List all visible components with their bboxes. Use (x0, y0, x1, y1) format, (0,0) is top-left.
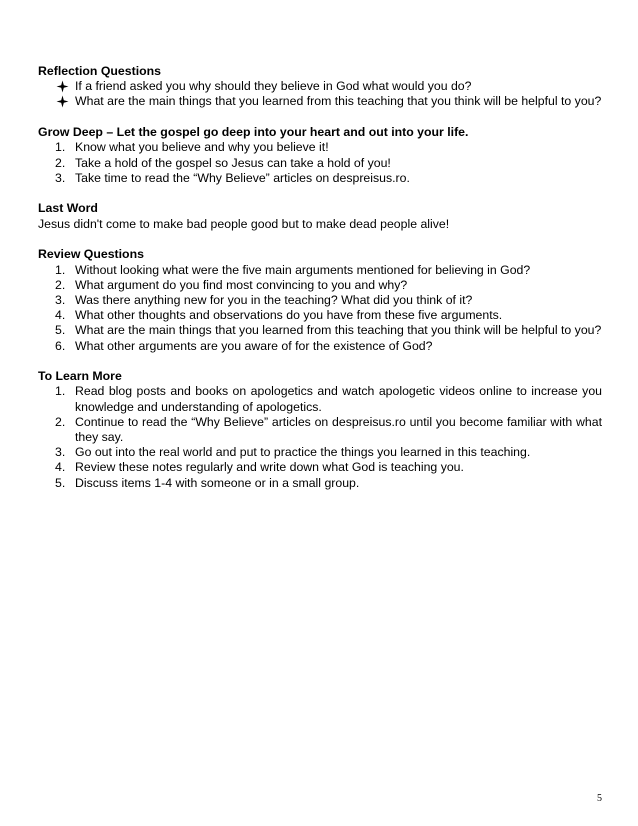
list-number: 4. (55, 460, 66, 475)
list-number: 3. (55, 445, 66, 460)
grow-deep-list (38, 140, 602, 186)
list-number: 1. (55, 140, 66, 155)
list-number: 1. (55, 262, 66, 277)
list-item-text: Was there anything new for you in the teaching? What did you think of it? (75, 292, 473, 307)
list-item (38, 278, 602, 293)
last-word-text: Jesus didn't come to make bad people good but to make dead people alive! (38, 216, 450, 231)
list-number: 2. (55, 414, 66, 429)
list-item-text: What are the main things that you learned from this teaching that you think will be helpful to you? (75, 94, 602, 109)
list-number: 5. (55, 323, 66, 338)
diamond-bullet-icon (56, 94, 69, 109)
review-section (38, 247, 602, 353)
list-item (38, 171, 602, 186)
list-item (38, 384, 602, 414)
list-item-text: Without looking what were the five main arguments mentioned for believing in God? (75, 262, 531, 277)
list-item-text: If a friend asked you why should they believe in God what would you do? (75, 79, 472, 94)
list-item-text: Take a hold of the gospel so Jesus can take a hold of you! (75, 155, 391, 170)
list-item (38, 339, 602, 354)
list-item-text: What argument do you find most convincing to you and why? (75, 277, 408, 292)
list-item-text: What other arguments are you aware of for the existence of God? (75, 338, 433, 353)
list-item-text: Continue to read the “Why Believe” articles on despreisus.ro until you become familiar with what they say. (75, 414, 602, 445)
list-number: 3. (55, 170, 66, 185)
list-item-text: Know what you believe and why you believe it! (75, 140, 329, 155)
list-number: 5. (55, 475, 66, 490)
list-number: 6. (55, 338, 66, 353)
learn-more-section (38, 369, 602, 491)
list-item (38, 323, 602, 338)
list-item-text: Take time to read the “Why Believe” articles on despreisus.ro. (75, 170, 410, 185)
last-word-section (38, 201, 602, 231)
list-number: 2. (55, 155, 66, 170)
list-item (38, 308, 602, 323)
list-item (38, 460, 602, 475)
list-number: 3. (55, 292, 66, 307)
last-word-heading: Last Word (38, 201, 98, 216)
list-item-text: Review these notes regularly and write down what God is teaching you. (75, 460, 464, 475)
list-item-text: Read blog posts and books on apologetics and watch apologetic videos online to increase you knowledge and understanding of apologetics. (75, 384, 602, 414)
list-item (38, 79, 602, 94)
list-item (38, 445, 602, 460)
list-item-text: Go out into the real world and put to practice the things you learned in this teaching. (75, 445, 531, 460)
list-item (38, 293, 602, 308)
list-item (38, 94, 602, 109)
learn-more-heading: To Learn More (38, 369, 122, 384)
page-number: 5 (597, 793, 602, 804)
list-item-text: What are the main things that you learned from this teaching that you think will be helpful to you? (75, 323, 602, 338)
list-number: 4. (55, 308, 66, 323)
list-item (38, 415, 602, 445)
learn-more-list (38, 384, 602, 490)
list-item (38, 263, 602, 278)
document-page (38, 64, 602, 506)
list-item-text: What other thoughts and observations do you have from these five arguments. (75, 308, 503, 323)
review-list (38, 263, 602, 354)
reflection-list (38, 79, 602, 109)
reflection-heading: Reflection Questions (38, 64, 161, 78)
list-number: 2. (55, 277, 66, 292)
diamond-bullet-icon (56, 79, 69, 94)
list-item (38, 140, 602, 155)
review-heading: Review Questions (38, 247, 144, 262)
list-item-text: Discuss items 1-4 with someone or in a small group. (75, 475, 360, 490)
list-number: 1. (55, 384, 66, 399)
list-item (38, 476, 602, 491)
reflection-section (38, 64, 602, 110)
grow-deep-section (38, 125, 602, 186)
list-item (38, 156, 602, 171)
grow-deep-heading: Grow Deep – Let the gospel go deep into your heart and out into your life. (38, 125, 469, 140)
